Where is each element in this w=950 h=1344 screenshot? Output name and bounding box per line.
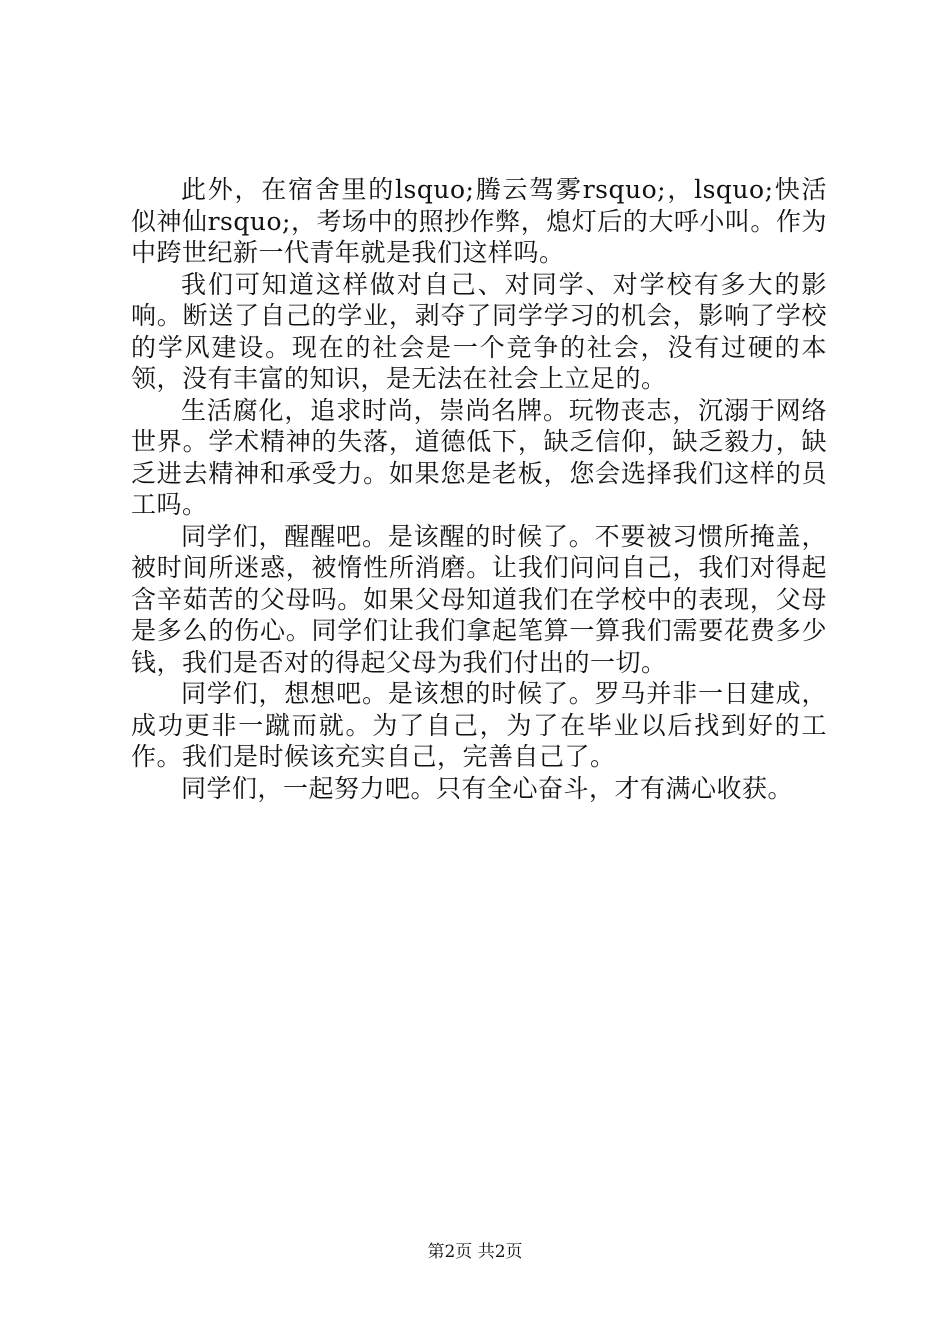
paragraph-4: 同学们，醒醒吧。是该醒的时候了。不要被习惯所掩盖，被时间所迷惑，被惰性所消磨。让我们问问自己，我们对得起含辛茹苦的父母吗。如果父母知道我们在学校中的表现，父母是多么的伤心。同学们让我们拿起笔算一算我们需要花费多少钱，我们是否对的得起父母为我们付出的一切。 bbox=[131, 521, 827, 677]
paragraph-5: 同学们，想想吧。是该想的时候了。罗马并非一日建成，成功更非一蹴而就。为了自己，为了在毕业以后找到好的工作。我们是时候该充实自己，完善自己了。 bbox=[131, 679, 827, 771]
paragraph-3: 生活腐化，追求时尚，崇尚名牌。玩物丧志，沉溺于网络世界。学术精神的失落，道德低下，缺乏信仰，缺乏毅力，缺乏进去精神和承受力。如果您是老板，您会选择我们这样的员工吗。 bbox=[131, 395, 827, 519]
page-number-footer: 第2页 共2页 bbox=[427, 1242, 523, 1262]
paragraph-2: 我们可知道这样做对自己、对同学、对学校有多大的影响。断送了自己的学业，剥夺了同学学习的机会，影响了学校的学风建设。现在的社会是一个竞争的社会，没有过硬的本领，没有丰富的知识，是无法在社会上立足的。 bbox=[131, 269, 827, 393]
document-body bbox=[131, 174, 827, 804]
paragraph-6: 同学们，一起努力吧。只有全心奋斗，才有满心收获。 bbox=[181, 773, 794, 803]
paragraph-1: 此外，在宿舍里的lsquo;腾云驾雾rsquo;，lsquo;快活似神仙rsquo;，考场中的照抄作弊，熄灯后的大呼小叫。作为中跨世纪新一代青年就是我们这样吗。 bbox=[131, 175, 827, 267]
